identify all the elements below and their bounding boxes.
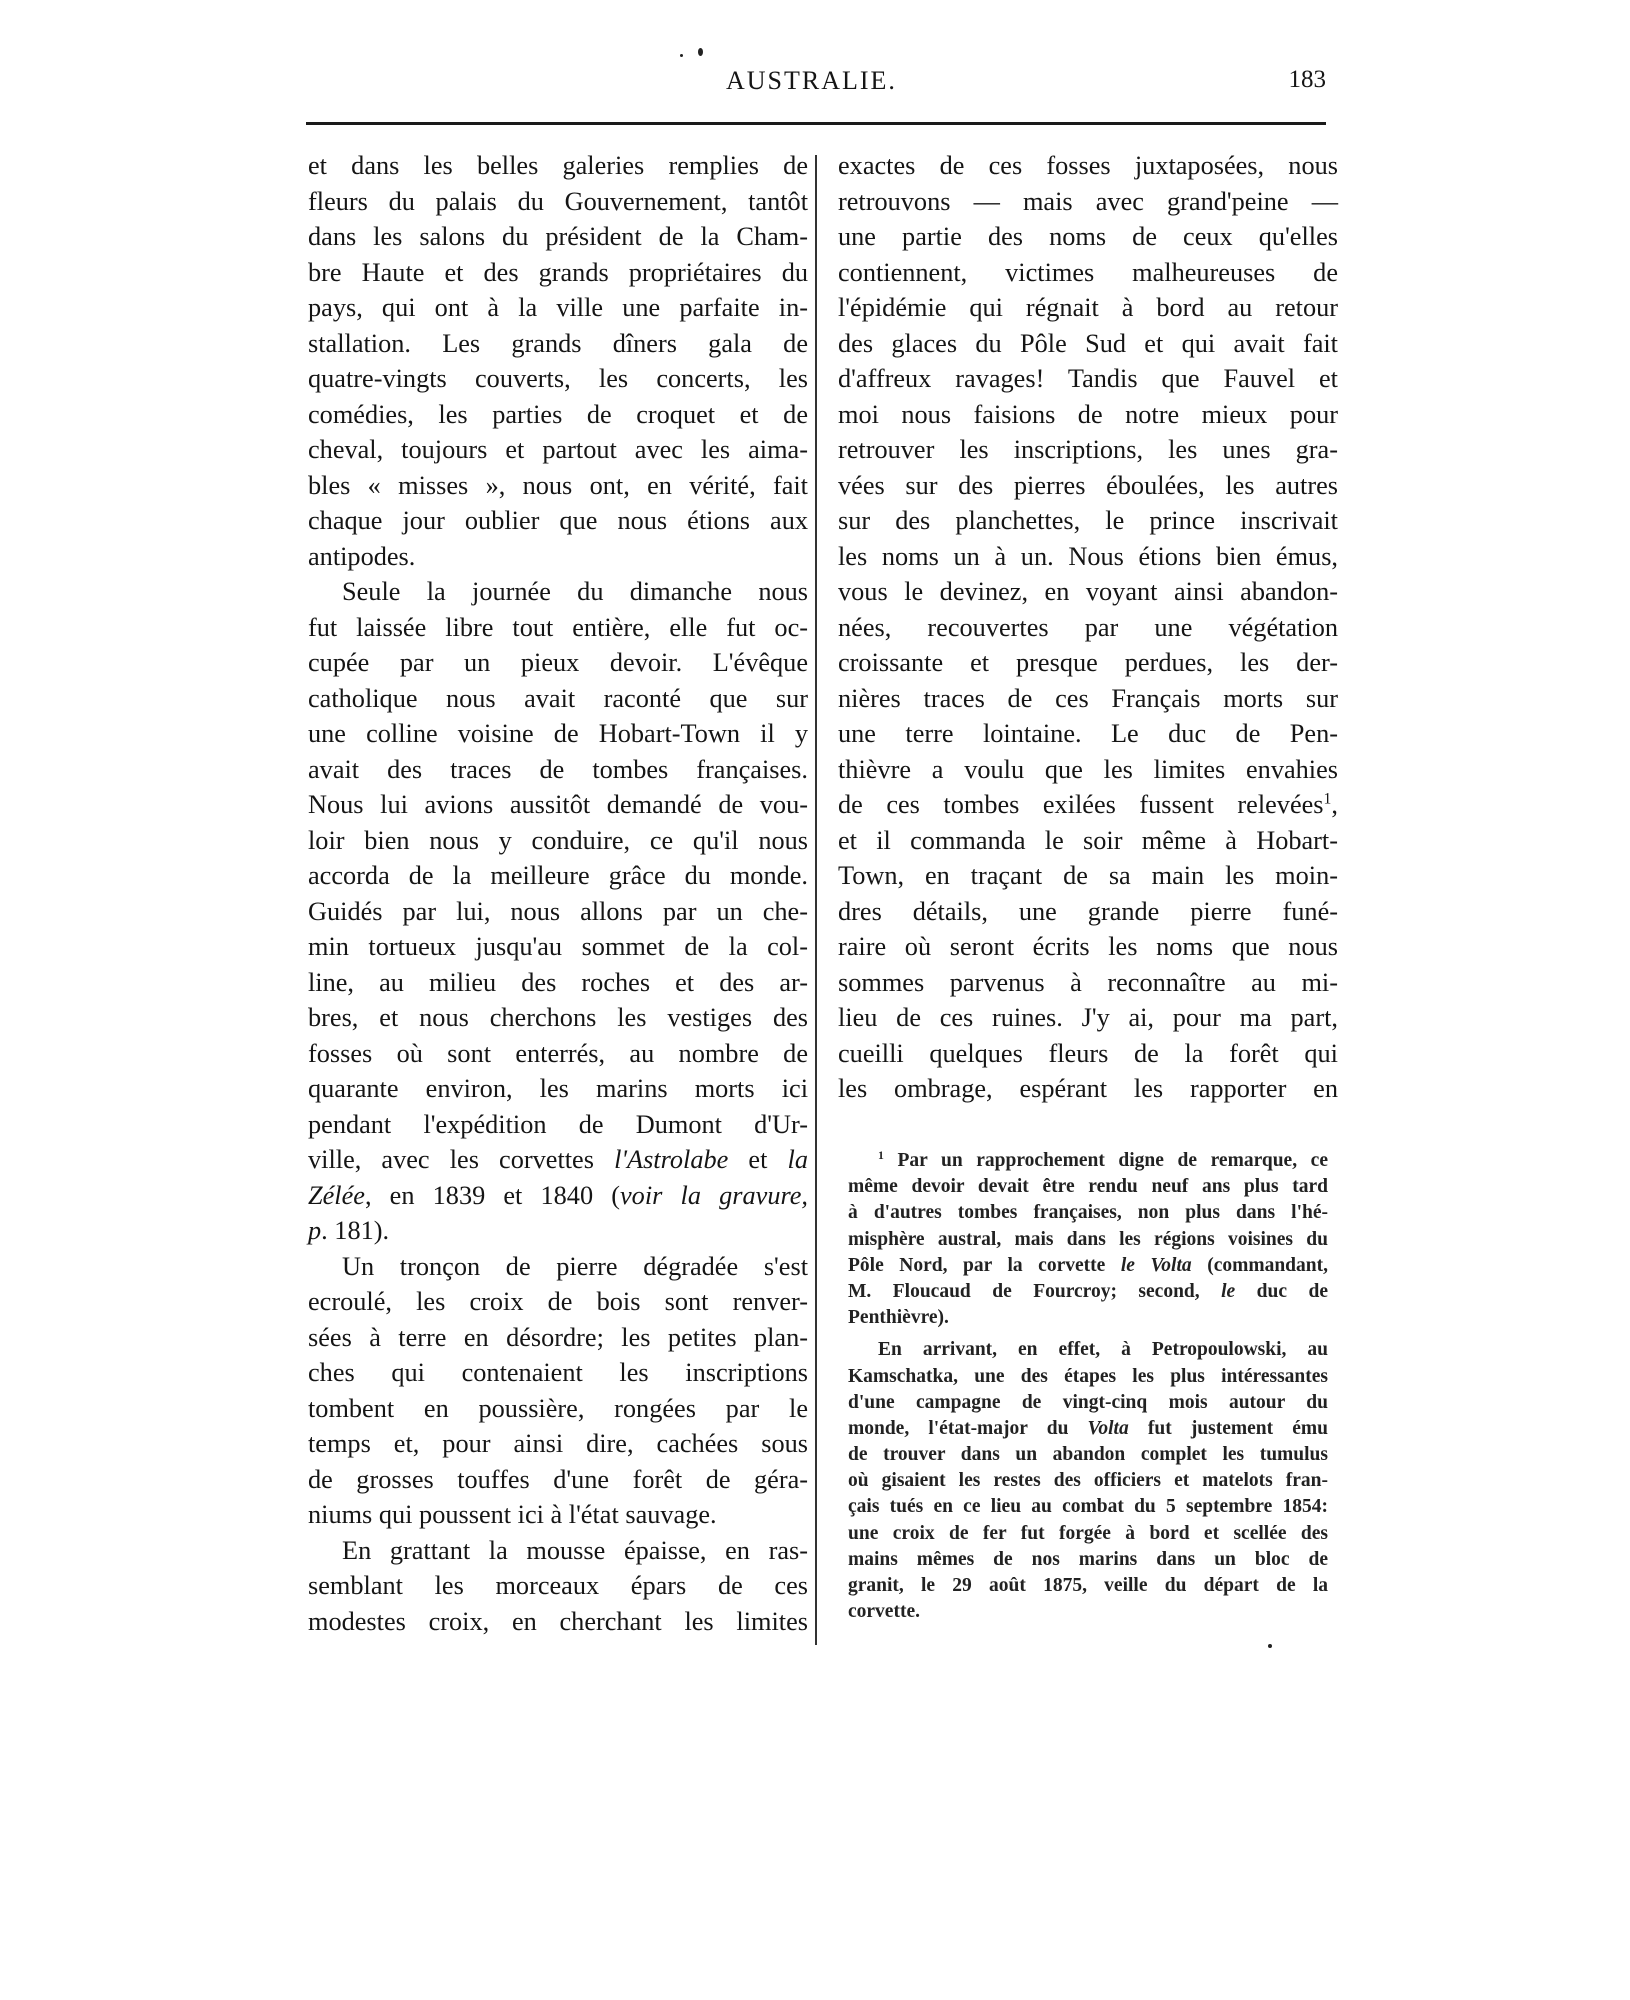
text-line [838,326,1338,362]
text-line [838,574,1338,610]
right-column [838,148,1338,1107]
text-line [848,1148,1328,1174]
text-line [308,1391,808,1427]
text-line [308,1533,808,1569]
text-line [838,219,1338,255]
text-segment: sommes parvenus à reconnaître au mi- [838,967,1338,997]
text-segment: accorda de la meilleure grâce du monde. [308,861,808,890]
text-segment: line, au milieu des roches et des ar- [308,967,808,997]
text-segment: une colline voisine de Hobart-Town il y [308,719,808,748]
text-segment: chaque jour oublier que nous étions aux [308,506,808,535]
text-line [308,1249,808,1285]
text-segment: des glaces du Pôle Sud et qui avait fait [838,328,1338,358]
text-segment: les ombrage, espérant les rapporter en [838,1074,1338,1103]
text-line [308,574,808,610]
italic-text: p [308,1216,322,1245]
text-line [838,361,1338,397]
text-line [308,148,808,184]
text-line [308,184,808,220]
text-line [308,1355,808,1391]
text-line [308,1497,808,1533]
text-segment: une terre lointaine. Le duc de Pen- [838,719,1338,748]
text-segment: lieu de ces ruines. J'y ai, pour ma part, [838,1003,1338,1032]
text-segment: fosses où sont enterrés, au nombre de [308,1038,808,1068]
text-segment: , en 1839 et 1840 ( [364,1180,621,1210]
text-line [308,645,808,681]
text-segment: moi nous faisions de notre mieux pour [838,399,1338,429]
italic-text: Zélée [308,1180,365,1210]
text-segment: catholique nous avait raconté que sur [308,683,808,713]
text-line [838,894,1338,930]
text-segment: de grosses touffes d'une forêt de géra- [308,1464,808,1494]
text-line [838,823,1338,859]
text-line [308,326,808,362]
text-line [838,752,1338,788]
text-line [838,929,1338,965]
text-line [308,929,808,965]
text-segment: une croix de fer fut forgée à bord et scellée des [848,1522,1328,1544]
italic-text: voir la gravure, [620,1180,808,1210]
text-segment: Seule la journée du dimanche nous [342,577,808,606]
text-segment: sur des planchettes, le prince inscrivait [838,506,1338,535]
text-line [838,716,1338,752]
left-column [308,148,808,1639]
text-line [838,397,1338,433]
text-segment: vous le devinez, en voyant ainsi abandon- [838,577,1338,606]
text-segment: une partie des noms de ceux qu'elles [838,222,1338,251]
text-segment: temps et, pour ainsi dire, cachées sous [308,1429,808,1458]
text-line [308,1462,808,1498]
text-line [308,539,808,575]
running-head [306,66,1326,106]
text-line [308,965,808,1001]
italic-text: le [1221,1280,1236,1302]
text-segment: corvette. [848,1601,920,1623]
text-line [848,1253,1328,1279]
text-segment: retrouvons — mais avec grand'peine — [838,186,1338,216]
text-line [838,503,1338,539]
text-line [308,894,808,930]
text-segment: les noms un à un. Nous étions bien émus, [838,541,1338,571]
text-segment: retrouver les inscriptions, les unes gra- [838,435,1338,464]
text-line [308,1320,808,1356]
text-line [848,1442,1328,1468]
footnote-marker: 1 [878,1148,884,1162]
text-segment: d'une campagne de vingt-cinq mois autour du [848,1391,1328,1413]
text-line [838,432,1338,468]
text-segment: En arrivant, en effet, à Petropoulowski, au [878,1339,1328,1361]
text-line [838,645,1338,681]
text-line [848,1279,1328,1305]
text-line [838,1036,1338,1072]
text-segment: semblant les morceaux épars de ces [308,1571,808,1600]
text-segment: d'affreux ravages! Tandis que Fauvel et [838,364,1338,393]
text-line [838,290,1338,326]
text-segment: modestes croix, en cherchant les limites [308,1606,808,1636]
text-segment: Guidés par lui, nous allons par un che- [308,896,808,926]
text-line [838,965,1338,1001]
text-segment: monde, l'état-major du [848,1417,1088,1439]
text-segment: Par un rapprochement digne de remarque, ce [883,1150,1328,1171]
text-line [308,219,808,255]
text-line [308,1178,808,1214]
text-line [308,752,808,788]
text-line [838,148,1338,184]
text-segment: granit, le 29 août 1875, veille du départ de la [848,1575,1328,1596]
text-segment: ches qui contenaient les inscriptions [308,1358,808,1387]
text-line [308,468,808,504]
text-line [838,787,1338,823]
text-segment: Penthièvre). [848,1307,949,1329]
page-number: 183 [1288,66,1326,93]
text-segment: antipodes. [308,541,416,571]
text-segment: même devoir devait être rendu neuf ans plus tard [848,1176,1328,1198]
text-line [308,255,808,291]
footnote [848,1148,1328,1625]
text-segment: l'épidémie qui régnait à bord au retour [838,293,1338,322]
text-line [308,290,808,326]
scan-speck [1268,1644,1272,1648]
text-line [308,1568,808,1604]
text-line [308,610,808,646]
text-line [848,1305,1328,1331]
text-line [848,1468,1328,1494]
text-segment: Pôle Nord, par la corvette [848,1254,1121,1276]
text-segment: contiennent, victimes malheureuses de [838,257,1338,287]
text-segment: mains mêmes de nos marins dans un bloc de [848,1548,1328,1570]
text-line [848,1227,1328,1253]
scan-speck [680,54,683,57]
text-line [848,1364,1328,1390]
text-segment: quarante environ, les marins morts ici [308,1074,808,1103]
text-line [838,468,1338,504]
text-segment: pays, qui ont à la ville une parfaite in- [308,293,808,322]
italic-text: la [787,1145,808,1174]
text-line [848,1200,1328,1226]
text-segment: où gisaient les restes des officiers et matelots fran- [848,1470,1328,1492]
text-segment: vées sur des pierres éboulées, les autres [838,470,1338,500]
text-segment: fleurs du palais du Gouvernement, tantôt [308,186,808,216]
text-segment: et il commanda le soir même à Hobart- [838,825,1338,855]
text-segment: comédies, les parties de croquet et de [308,399,808,429]
text-segment: ecroulé, les croix de bois sont renver- [308,1287,808,1316]
header-rule [306,122,1326,125]
text-segment: raire où seront écrits les noms que nous [838,932,1338,961]
text-segment: Un tronçon de pierre dégradée s'est [342,1251,808,1281]
text-line [838,858,1338,894]
text-segment: (commandant, [1191,1254,1328,1276]
text-segment: loir bien nous y conduire, ce qu'il nous [308,825,808,855]
text-segment: stallation. Les grands dîners gala de [308,328,808,358]
text-line [308,1284,808,1320]
text-line [308,681,808,717]
text-line [308,432,808,468]
text-segment: de ces tombes exilées fussent relevées [838,790,1324,819]
text-segment: et [728,1145,788,1174]
text-segment: bles « misses », nous ont, en vérité, fait [308,470,808,500]
text-segment: M. Floucaud de Fourcroy; second, [848,1280,1222,1302]
text-segment: cueilli quelques fleurs de la forêt qui [838,1038,1338,1068]
text-line [848,1521,1328,1547]
italic-text: le Volta [1120,1254,1192,1276]
text-line [848,1599,1328,1625]
text-line [308,858,808,894]
text-segment: nées, recouvertes par une végétation [838,612,1338,642]
text-line [838,1071,1338,1107]
text-line [308,787,808,823]
text-segment: pendant l'expédition de Dumont d'Ur- [308,1109,808,1139]
text-segment: . 181). [321,1216,390,1245]
text-line [308,503,808,539]
text-segment: Town, en traçant de sa main les moin- [838,861,1338,890]
text-segment: dans les salons du président de la Cham- [308,222,808,251]
text-segment: avait des traces de tombes françaises. [308,754,808,784]
column-divider [815,155,817,1645]
text-segment: ville, avec les corvettes [308,1145,615,1174]
text-line [848,1494,1328,1520]
text-line [308,361,808,397]
text-segment: , [1331,790,1338,819]
text-segment: çais tués en ce lieu au combat du 5 septembre 1854: [848,1496,1328,1518]
scan-speck [698,48,703,56]
text-line [308,1071,808,1107]
text-segment: Nous lui avions aussitôt demandé de vou- [308,790,808,819]
text-segment: quatre-vingts couverts, les concerts, les [308,364,808,393]
text-segment: cheval, toujours et partout avec les aima- [308,435,808,464]
text-segment: bre Haute et des grands propriétaires du [308,257,808,287]
running-title: AUSTRALIE. [726,66,897,95]
text-line [308,1142,808,1178]
text-line [838,255,1338,291]
text-segment: niums qui poussent ici à l'état sauvage. [308,1500,717,1529]
text-segment: fut justement ému [1128,1417,1328,1439]
italic-text: Volta [1087,1417,1129,1439]
text-segment: Kamschatka, une des étapes les plus intéressantes [848,1365,1328,1387]
text-segment: nières traces de ces Français morts sur [838,683,1338,713]
text-line [848,1573,1328,1599]
footnote-paragraph-2 [848,1337,1328,1625]
text-line [848,1174,1328,1200]
text-segment: cupée par un pieux devoir. L'évêque [308,648,808,677]
text-segment: misphère austral, mais dans les régions voisines du [848,1228,1328,1250]
text-line [308,397,808,433]
text-line [308,823,808,859]
footnote-paragraph-1 [848,1148,1328,1331]
text-line [838,184,1338,220]
text-line [848,1390,1328,1416]
text-segment: sées à terre en désordre; les petites plan- [308,1322,808,1352]
text-segment: En grattant la mousse épaisse, en ras- [342,1535,808,1565]
text-segment: duc de [1235,1280,1328,1302]
italic-text: l'Astrolabe [614,1145,729,1174]
text-line [838,539,1338,575]
text-line [308,1604,808,1640]
text-line [838,610,1338,646]
text-line [308,1426,808,1462]
text-segment: et dans les belles galeries remplies de [308,151,808,180]
text-line [308,716,808,752]
text-segment: thièvre a voulu que les limites envahies [838,754,1338,784]
text-line [308,1036,808,1072]
text-segment: croissante et presque perdues, les der- [838,648,1338,677]
footnote-ref: 1 [1323,790,1332,808]
text-line [308,1000,808,1036]
text-segment: à d'autres tombes françaises, non plus dans l'hé- [848,1202,1328,1224]
text-line [838,681,1338,717]
text-segment: bres, et nous cherchons les vestiges des [308,1003,808,1032]
text-segment: de trouver dans un abandon complet les tumulus [848,1444,1328,1466]
text-line [838,1000,1338,1036]
text-segment: dres détails, une grande pierre funé- [838,896,1338,926]
text-segment: fut laissée libre tout entière, elle fut oc- [308,612,808,642]
text-line [848,1547,1328,1573]
text-segment: tombent en poussière, rongées par le [308,1393,808,1423]
text-segment: min tortueux jusqu'au sommet de la col- [308,932,808,961]
text-segment: exactes de ces fosses juxtaposées, nous [838,151,1338,180]
text-line [848,1337,1328,1363]
text-line [308,1107,808,1143]
text-line [308,1213,808,1249]
text-line [848,1416,1328,1442]
